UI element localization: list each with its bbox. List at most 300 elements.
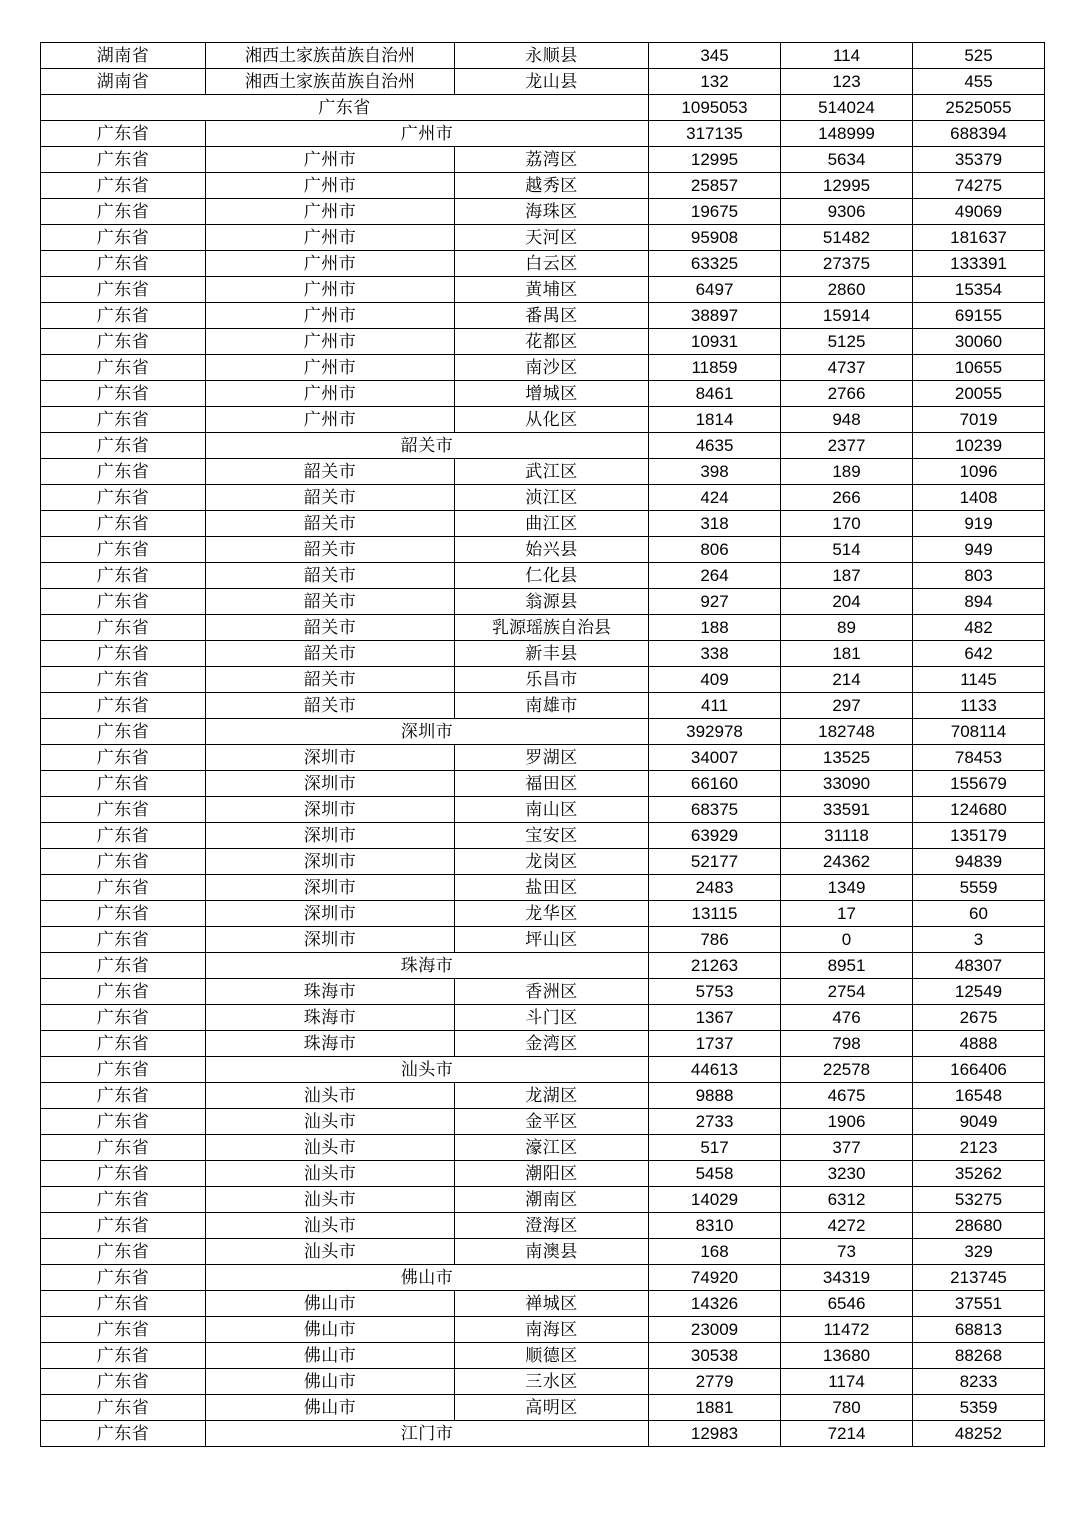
value1-cell: 786 [649,927,781,953]
value3-cell: 12549 [913,979,1045,1005]
table-row [41,589,1045,615]
province-cell: 广东省 [41,667,206,693]
value1-cell: 318 [649,511,781,537]
value1-cell: 4635 [649,433,781,459]
table-row [41,381,1045,407]
city-cell: 深圳市 [206,875,455,901]
province-cell: 湖南省 [41,69,206,95]
value2-cell: 123 [781,69,913,95]
value3-cell: 8233 [913,1369,1045,1395]
value3-cell: 53275 [913,1187,1045,1213]
value2-cell: 31118 [781,823,913,849]
value2-cell: 780 [781,1395,913,1421]
district-cell: 禅城区 [455,1291,649,1317]
province-cell: 广东省 [41,745,206,771]
city-cell: 汕头市 [206,1083,455,1109]
value3-cell: 20055 [913,381,1045,407]
value3-cell: 37551 [913,1291,1045,1317]
province-cell: 广东省 [41,1031,206,1057]
province-cell: 广东省 [41,1343,206,1369]
city-cell: 佛山市 [206,1291,455,1317]
value1-cell: 2483 [649,875,781,901]
city-total-cell: 深圳市 [206,719,649,745]
district-cell: 越秀区 [455,173,649,199]
district-cell: 香洲区 [455,979,649,1005]
province-cell: 广东省 [41,381,206,407]
value1-cell: 398 [649,459,781,485]
province-cell: 广东省 [41,1317,206,1343]
value2-cell: 89 [781,615,913,641]
city-cell: 汕头市 [206,1187,455,1213]
province-cell: 广东省 [41,251,206,277]
city-cell: 湘西土家族苗族自治州 [206,69,455,95]
value1-cell: 517 [649,1135,781,1161]
value3-cell: 16548 [913,1083,1045,1109]
table-row [41,1265,1045,1291]
value2-cell: 266 [781,485,913,511]
city-total-cell: 江门市 [206,1421,649,1447]
district-cell: 龙湖区 [455,1083,649,1109]
value1-cell: 30538 [649,1343,781,1369]
value3-cell: 155679 [913,771,1045,797]
value2-cell: 33090 [781,771,913,797]
value3-cell: 48252 [913,1421,1045,1447]
value2-cell: 1349 [781,875,913,901]
city-cell: 广州市 [206,251,455,277]
value2-cell: 12995 [781,173,913,199]
table-row [41,719,1045,745]
city-total-cell: 佛山市 [206,1265,649,1291]
province-cell: 广东省 [41,1135,206,1161]
value1-cell: 21263 [649,953,781,979]
value1-cell: 12995 [649,147,781,173]
city-cell: 广州市 [206,381,455,407]
province-cell: 广东省 [41,979,206,1005]
province-cell: 广东省 [41,459,206,485]
province-cell: 广东省 [41,875,206,901]
value2-cell: 22578 [781,1057,913,1083]
district-cell: 乳源瑶族自治县 [455,615,649,641]
value1-cell: 63325 [649,251,781,277]
city-total-cell: 汕头市 [206,1057,649,1083]
value3-cell: 181637 [913,225,1045,251]
district-cell: 荔湾区 [455,147,649,173]
value1-cell: 14326 [649,1291,781,1317]
city-cell: 广州市 [206,303,455,329]
province-cell: 广东省 [41,823,206,849]
value3-cell: 135179 [913,823,1045,849]
district-cell: 龙山县 [455,69,649,95]
value1-cell: 52177 [649,849,781,875]
value2-cell: 17 [781,901,913,927]
value2-cell: 148999 [781,121,913,147]
table-row [41,433,1045,459]
value3-cell: 94839 [913,849,1045,875]
city-cell: 佛山市 [206,1317,455,1343]
province-cell: 广东省 [41,277,206,303]
table-row [41,173,1045,199]
district-cell: 新丰县 [455,641,649,667]
value3-cell: 1133 [913,693,1045,719]
value2-cell: 182748 [781,719,913,745]
table-row [41,121,1045,147]
table-row [41,1031,1045,1057]
value1-cell: 14029 [649,1187,781,1213]
district-cell: 海珠区 [455,199,649,225]
value3-cell: 525 [913,43,1045,69]
value1-cell: 1367 [649,1005,781,1031]
city-cell: 深圳市 [206,745,455,771]
district-cell: 武江区 [455,459,649,485]
district-cell: 潮南区 [455,1187,649,1213]
value2-cell: 24362 [781,849,913,875]
city-cell: 深圳市 [206,849,455,875]
value3-cell: 949 [913,537,1045,563]
province-cell: 广东省 [41,901,206,927]
province-cell: 广东省 [41,1187,206,1213]
value3-cell: 482 [913,615,1045,641]
city-cell: 韶关市 [206,459,455,485]
table-row [41,693,1045,719]
city-cell: 广州市 [206,173,455,199]
city-cell: 深圳市 [206,797,455,823]
province-cell: 广东省 [41,511,206,537]
value2-cell: 204 [781,589,913,615]
table-row [41,485,1045,511]
value2-cell: 297 [781,693,913,719]
value1-cell: 338 [649,641,781,667]
city-cell: 深圳市 [206,823,455,849]
value3-cell: 329 [913,1239,1045,1265]
value3-cell: 49069 [913,199,1045,225]
value3-cell: 708114 [913,719,1045,745]
table-row [41,459,1045,485]
city-total-cell: 广州市 [206,121,649,147]
table-row [41,1057,1045,1083]
value2-cell: 3230 [781,1161,913,1187]
value1-cell: 68375 [649,797,781,823]
value3-cell: 68813 [913,1317,1045,1343]
city-cell: 汕头市 [206,1135,455,1161]
value2-cell: 4675 [781,1083,913,1109]
table-row [41,69,1045,95]
table-row [41,641,1045,667]
value2-cell: 377 [781,1135,913,1161]
city-cell: 汕头市 [206,1213,455,1239]
value3-cell: 69155 [913,303,1045,329]
value3-cell: 803 [913,563,1045,589]
value1-cell: 168 [649,1239,781,1265]
table-row [41,1421,1045,1447]
district-cell: 番禺区 [455,303,649,329]
table-row [41,927,1045,953]
province-cell: 广东省 [41,407,206,433]
value1-cell: 34007 [649,745,781,771]
district-cell: 龙岗区 [455,849,649,875]
district-cell: 曲江区 [455,511,649,537]
table-row [41,225,1045,251]
table-row [41,147,1045,173]
province-cell: 广东省 [41,563,206,589]
value3-cell: 1408 [913,485,1045,511]
statistics-table [40,42,1045,1447]
value1-cell: 1095053 [649,95,781,121]
province-cell: 广东省 [41,173,206,199]
district-cell: 斗门区 [455,1005,649,1031]
district-cell: 金湾区 [455,1031,649,1057]
province-cell: 广东省 [41,953,206,979]
value1-cell: 927 [649,589,781,615]
province-total-cell: 广东省 [41,95,649,121]
district-cell: 永顺县 [455,43,649,69]
city-cell: 广州市 [206,225,455,251]
table-row [41,953,1045,979]
table-row [41,979,1045,1005]
province-cell: 广东省 [41,1005,206,1031]
table-row [41,823,1045,849]
value2-cell: 0 [781,927,913,953]
value2-cell: 214 [781,667,913,693]
province-cell: 广东省 [41,1421,206,1447]
city-cell: 韶关市 [206,563,455,589]
value1-cell: 424 [649,485,781,511]
city-cell: 深圳市 [206,901,455,927]
value2-cell: 2860 [781,277,913,303]
value2-cell: 948 [781,407,913,433]
table-row [41,563,1045,589]
province-cell: 广东省 [41,1161,206,1187]
value2-cell: 514024 [781,95,913,121]
value2-cell: 34319 [781,1265,913,1291]
value1-cell: 9888 [649,1083,781,1109]
district-cell: 澄海区 [455,1213,649,1239]
city-cell: 湘西土家族苗族自治州 [206,43,455,69]
district-cell: 南澳县 [455,1239,649,1265]
value1-cell: 1814 [649,407,781,433]
value3-cell: 919 [913,511,1045,537]
district-cell: 天河区 [455,225,649,251]
table-row [41,199,1045,225]
value1-cell: 345 [649,43,781,69]
district-cell: 仁化县 [455,563,649,589]
value3-cell: 642 [913,641,1045,667]
value2-cell: 2766 [781,381,913,407]
district-cell: 南海区 [455,1317,649,1343]
table-row [41,875,1045,901]
district-cell: 潮阳区 [455,1161,649,1187]
city-cell: 佛山市 [206,1395,455,1421]
province-cell: 湖南省 [41,43,206,69]
city-cell: 佛山市 [206,1369,455,1395]
value2-cell: 13680 [781,1343,913,1369]
value3-cell: 166406 [913,1057,1045,1083]
city-cell: 深圳市 [206,927,455,953]
value1-cell: 2733 [649,1109,781,1135]
value2-cell: 11472 [781,1317,913,1343]
value2-cell: 9306 [781,199,913,225]
city-cell: 韶关市 [206,485,455,511]
value3-cell: 60 [913,901,1045,927]
city-cell: 韶关市 [206,537,455,563]
value3-cell: 133391 [913,251,1045,277]
value3-cell: 124680 [913,797,1045,823]
value1-cell: 1737 [649,1031,781,1057]
value3-cell: 2525055 [913,95,1045,121]
table-row [41,1343,1045,1369]
city-total-cell: 韶关市 [206,433,649,459]
value3-cell: 9049 [913,1109,1045,1135]
table-row [41,537,1045,563]
value2-cell: 4737 [781,355,913,381]
value3-cell: 688394 [913,121,1045,147]
value1-cell: 10931 [649,329,781,355]
value1-cell: 13115 [649,901,781,927]
table-row [41,615,1045,641]
district-cell: 濠江区 [455,1135,649,1161]
value2-cell: 476 [781,1005,913,1031]
district-cell: 南山区 [455,797,649,823]
table-row [41,1161,1045,1187]
table-row [41,1187,1045,1213]
value1-cell: 25857 [649,173,781,199]
value1-cell: 2779 [649,1369,781,1395]
value3-cell: 894 [913,589,1045,615]
value3-cell: 1096 [913,459,1045,485]
city-cell: 广州市 [206,147,455,173]
value1-cell: 8310 [649,1213,781,1239]
value3-cell: 10239 [913,433,1045,459]
city-cell: 珠海市 [206,979,455,1005]
value1-cell: 188 [649,615,781,641]
table-row [41,329,1045,355]
value1-cell: 132 [649,69,781,95]
value2-cell: 8951 [781,953,913,979]
value1-cell: 5458 [649,1161,781,1187]
value1-cell: 11859 [649,355,781,381]
city-cell: 汕头市 [206,1109,455,1135]
value2-cell: 2377 [781,433,913,459]
province-cell: 广东省 [41,1057,206,1083]
value2-cell: 51482 [781,225,913,251]
table-row [41,1213,1045,1239]
value1-cell: 392978 [649,719,781,745]
value2-cell: 114 [781,43,913,69]
city-cell: 珠海市 [206,1005,455,1031]
value3-cell: 30060 [913,329,1045,355]
value3-cell: 35262 [913,1161,1045,1187]
table-row [41,1083,1045,1109]
value2-cell: 798 [781,1031,913,1057]
table-body [41,43,1045,1447]
district-cell: 福田区 [455,771,649,797]
table-row [41,1317,1045,1343]
value1-cell: 1881 [649,1395,781,1421]
table-row [41,797,1045,823]
value1-cell: 6497 [649,277,781,303]
value1-cell: 411 [649,693,781,719]
value1-cell: 63929 [649,823,781,849]
city-cell: 韶关市 [206,615,455,641]
province-cell: 广东省 [41,1395,206,1421]
value3-cell: 5559 [913,875,1045,901]
district-cell: 黄埔区 [455,277,649,303]
table-row [41,1239,1045,1265]
city-cell: 广州市 [206,407,455,433]
province-cell: 广东省 [41,1109,206,1135]
value2-cell: 27375 [781,251,913,277]
city-cell: 韶关市 [206,511,455,537]
value2-cell: 5125 [781,329,913,355]
district-cell: 南雄市 [455,693,649,719]
district-cell: 高明区 [455,1395,649,1421]
value2-cell: 4272 [781,1213,913,1239]
province-cell: 广东省 [41,797,206,823]
district-cell: 龙华区 [455,901,649,927]
city-cell: 韶关市 [206,667,455,693]
province-cell: 广东省 [41,927,206,953]
city-cell: 广州市 [206,277,455,303]
province-cell: 广东省 [41,719,206,745]
district-cell: 从化区 [455,407,649,433]
district-cell: 乐昌市 [455,667,649,693]
value3-cell: 3 [913,927,1045,953]
province-cell: 广东省 [41,355,206,381]
value2-cell: 6312 [781,1187,913,1213]
table-row [41,511,1045,537]
district-cell: 坪山区 [455,927,649,953]
province-cell: 广东省 [41,303,206,329]
table-row [41,303,1045,329]
value1-cell: 19675 [649,199,781,225]
table-row [41,1109,1045,1135]
table-row [41,745,1045,771]
province-cell: 广东省 [41,849,206,875]
value3-cell: 48307 [913,953,1045,979]
table-row [41,771,1045,797]
province-cell: 广东省 [41,1291,206,1317]
city-cell: 汕头市 [206,1161,455,1187]
value2-cell: 1906 [781,1109,913,1135]
province-cell: 广东省 [41,485,206,511]
value2-cell: 514 [781,537,913,563]
value1-cell: 409 [649,667,781,693]
value2-cell: 73 [781,1239,913,1265]
district-cell: 罗湖区 [455,745,649,771]
value1-cell: 264 [649,563,781,589]
city-cell: 韶关市 [206,641,455,667]
province-cell: 广东省 [41,1369,206,1395]
value1-cell: 66160 [649,771,781,797]
value3-cell: 455 [913,69,1045,95]
value2-cell: 7214 [781,1421,913,1447]
value1-cell: 74920 [649,1265,781,1291]
value3-cell: 213745 [913,1265,1045,1291]
value2-cell: 187 [781,563,913,589]
table-row [41,407,1045,433]
value3-cell: 35379 [913,147,1045,173]
value2-cell: 189 [781,459,913,485]
value2-cell: 181 [781,641,913,667]
province-cell: 广东省 [41,329,206,355]
table-row [41,43,1045,69]
district-cell: 增城区 [455,381,649,407]
province-cell: 广东省 [41,537,206,563]
value2-cell: 5634 [781,147,913,173]
value3-cell: 10655 [913,355,1045,381]
value3-cell: 88268 [913,1343,1045,1369]
value1-cell: 806 [649,537,781,563]
table-row [41,1005,1045,1031]
